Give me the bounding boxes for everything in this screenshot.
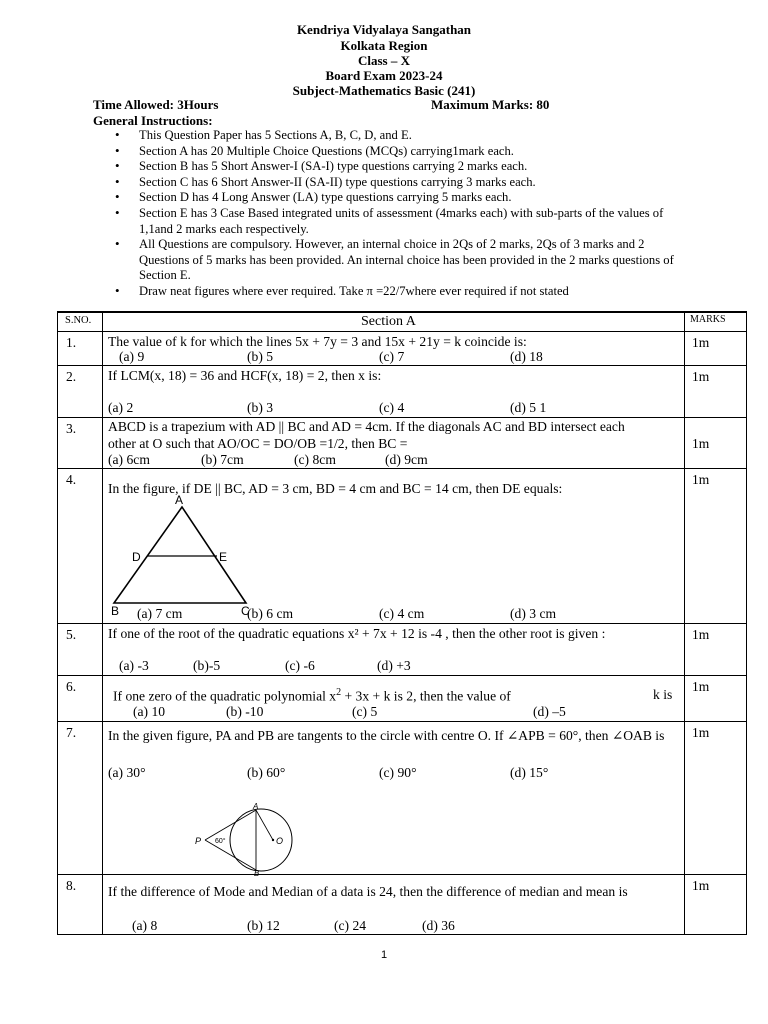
option-a: (a) 30° (108, 765, 146, 780)
question-text: The value of k for which the lines 5x + 7y = 3 and 15x + 21y = k coincide is: (108, 334, 527, 349)
superscript: 2 (336, 687, 342, 698)
option-b: (b)-5 (193, 658, 221, 673)
question-text: If the difference of Mode and Median of a data is 24, then the difference of median and mean is (108, 884, 628, 899)
question-number: 6. (66, 679, 77, 694)
class-name: Class – X (357, 53, 410, 68)
question-marks: 1m (692, 472, 710, 487)
question-marks: 1m (692, 436, 710, 451)
option-d: (d) 18 (510, 349, 543, 364)
question-text-part: + 3x + k is 2, then the value of (341, 688, 511, 704)
question-row (58, 623, 746, 676)
option-c: (c) 7 (379, 349, 405, 364)
question-row (58, 417, 746, 469)
instruction-item: • This Question Paper has 5 Sections A, B, C, D, and E. (139, 128, 684, 144)
question-text: In the given figure, PA and PB are tangents to the circle with centre O. If ∠APB = 60°, then ∠OAB is (108, 728, 665, 743)
option-b: (b) 7cm (201, 452, 244, 467)
option-c: (c) 8cm (294, 452, 336, 467)
page-number: 1 (380, 949, 388, 961)
section-heading: Section A (361, 314, 416, 329)
question-row (58, 874, 746, 935)
label-e: E (219, 550, 228, 564)
instruction-item: • Section A has 20 Multiple Choice Questions (MCQs) carrying1mark each. (139, 144, 684, 160)
question-marks: 1m (692, 335, 710, 350)
question-number: 5. (66, 627, 77, 642)
question-row (58, 468, 746, 624)
option-b: (b) 60° (247, 765, 286, 780)
angle-label: 60° (215, 838, 226, 845)
question-marks: 1m (692, 627, 710, 642)
question-row (58, 721, 746, 878)
option-c: (c) 90° (379, 765, 417, 780)
question-text (113, 684, 688, 705)
question-text-end: k is (653, 687, 673, 702)
subject-title: Subject-Mathematics Basic (241) (292, 83, 476, 98)
label-a: A (253, 802, 259, 811)
option-d: (d) 9cm (385, 452, 428, 467)
option-d: (d) –5 (533, 704, 566, 719)
instruction-item: • Section D has 4 Long Answer (LA) type questions carrying 5 marks each. (139, 190, 684, 206)
time-allowed: Time Allowed: 3Hours (93, 97, 219, 112)
option-c: (c) 24 (334, 918, 367, 933)
question-row (58, 365, 746, 418)
marks-header: MARKS (690, 314, 726, 325)
question-number: 1. (66, 335, 77, 350)
question-number: 8. (66, 878, 77, 893)
question-number: 4. (66, 472, 77, 487)
instruction-item: • Section E has 3 Case Based integrated units of assessment (4marks each) with sub-parts of the values of 1,1and 2 marks each respectively. (139, 206, 684, 237)
option-c: (c) 4 (379, 400, 405, 415)
sno-header: S.NO. (65, 315, 92, 326)
instructions-title: General Instructions: (93, 113, 213, 128)
label-o: O (276, 836, 284, 846)
option-c: (c) 5 (352, 704, 378, 719)
label-b: B (111, 604, 120, 618)
option-d: (d) 36 (422, 918, 455, 933)
question-number: 7. (66, 725, 77, 740)
max-marks: Maximum Marks: 80 (431, 97, 550, 112)
center-o (272, 839, 274, 841)
option-b: (b) 6 cm (247, 606, 294, 621)
question-number: 2. (66, 369, 77, 384)
tangent-circle-figure (193, 802, 303, 878)
instruction-item: • All Questions are compulsory. However, an internal choice in 2Qs of 2 marks, 2Qs of 3 marks and 2 Questions of 5 marks has been provided. An internal choice has been provided in the 2 marks questions of Section E. (139, 237, 684, 284)
option-a: (a) 8 (132, 918, 158, 933)
region-name: Kolkata Region (340, 38, 428, 53)
question-text: If one of the root of the quadratic equations x² + 7x + 12 is -4 , then the other root is given : (108, 626, 606, 641)
label-c: C (241, 604, 250, 618)
label-a: A (175, 493, 184, 507)
option-a: (a) 2 (108, 400, 134, 415)
instruction-item: • Section C has 6 Short Answer-II (SA-II) type questions carrying 3 marks each. (139, 175, 684, 191)
radius-oa (256, 810, 273, 840)
question-text: If LCM(x, 18) = 36 and HCF(x, 18) = 2, then x is: (108, 368, 382, 383)
option-c: (c) -6 (285, 658, 315, 673)
question-marks: 1m (692, 725, 710, 740)
question-text: ABCD is a trapezium with AD || BC and AD = 4cm. If the diagonals AC and BD intersect each other at O such that AO/OC = DO/OB =1/2, then BC = (108, 419, 625, 451)
question-text: In the figure, if DE || BC, AD = 3 cm, BD = 4 cm and BC = 14 cm, then DE equals: (108, 481, 563, 496)
questions-table (57, 311, 747, 935)
label-d: D (132, 550, 141, 564)
option-d: (d) 3 cm (510, 606, 557, 621)
option-b: (b) 5 (247, 349, 274, 364)
option-a: (a) -3 (119, 658, 149, 673)
label-p: P (195, 836, 202, 846)
label-b: B (254, 869, 260, 878)
question-number: 3. (66, 421, 77, 436)
option-a: (a) 9 (119, 349, 145, 364)
time-marks-line (93, 97, 563, 113)
option-d: (d) 5 1 (510, 400, 547, 415)
option-b: (b) -10 (226, 704, 264, 719)
option-b: (b) 12 (247, 918, 280, 933)
option-d: (d) +3 (377, 658, 411, 673)
instructions-list (139, 128, 684, 300)
option-a: (a) 6cm (108, 452, 150, 467)
option-d: (d) 15° (510, 765, 549, 780)
question-text-part: If one zero of the quadratic polynomial x (113, 688, 337, 704)
question-marks: 1m (692, 679, 710, 694)
question-row (58, 675, 746, 722)
option-a: (a) 7 cm (137, 606, 183, 621)
option-a: (a) 10 (133, 704, 166, 719)
question-marks: 1m (692, 878, 710, 893)
option-c: (c) 4 cm (379, 606, 425, 621)
instruction-item: • Section B has 5 Short Answer-I (SA-I) type questions carrying 2 marks each. (139, 159, 684, 175)
question-marks: 1m (692, 369, 710, 384)
exam-title: Board Exam 2023-24 (325, 68, 443, 83)
option-b: (b) 3 (247, 400, 274, 415)
question-row (58, 331, 746, 366)
org-name: Kendriya Vidyalaya Sangathan (296, 22, 472, 37)
instruction-item: • Draw neat figures where ever required. Take π =22/7where ever required if not stated (139, 284, 684, 300)
table-header-row (58, 312, 746, 332)
